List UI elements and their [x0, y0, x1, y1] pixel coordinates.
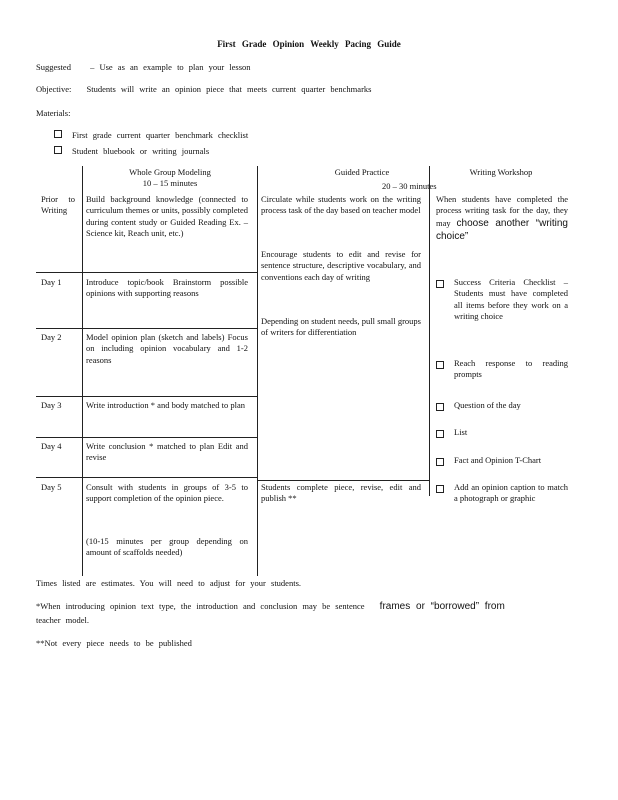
materials-item [54, 146, 209, 157]
checkbox-icon [436, 430, 444, 438]
day-text: Write introduction * and body matched to plan [86, 400, 245, 410]
checkbox-icon [436, 458, 444, 466]
row-label-day: Day 2 [41, 332, 62, 342]
header-time: 10 – 15 minutes [142, 178, 198, 189]
workshop-intro [436, 194, 568, 244]
workshop-item [436, 455, 568, 466]
header-whole-group [84, 167, 256, 190]
header-text: Whole Group Modeling [129, 167, 211, 177]
checkbox-icon [436, 403, 444, 411]
day-text: Write conclusion * matched to plan Edit and revise [86, 441, 248, 463]
checkbox-icon [436, 280, 444, 288]
footer-note-1-text: *When introducing opinion text type, the introduction and conclusion may be sentence [36, 601, 365, 611]
workshop-intro-text: When students have completed the process writing task for the day, they may [436, 194, 568, 228]
row-label-day: Day 5 [41, 482, 62, 492]
suggested-label: Suggested [36, 62, 71, 72]
guided-day5-text: Students complete piece, revise, edit and publish ** [261, 482, 421, 504]
workshop-item-text: Reach response to reading prompts [454, 358, 568, 380]
suggested-text: – Use as an example to plan your lesson [90, 62, 251, 72]
checkbox-icon [436, 485, 444, 493]
row-label-prior: Prior to Writing [41, 194, 75, 216]
row-divider [257, 480, 429, 481]
row-divider [36, 437, 258, 438]
footer-note-2: **Not every piece needs to be published [36, 638, 192, 648]
header-guided: Guided Practice [334, 167, 390, 177]
guided-text: Circulate while students work on the writing process task of the day based on teacher model [261, 194, 421, 216]
footer-note-1-cont: teacher model. [36, 615, 90, 625]
header-workshop: Writing Workshop [469, 167, 533, 177]
workshop-item-text: Success Criteria Checklist – Students must have completed all items before they work on a writing choice [454, 277, 568, 322]
workshop-item-text: Question of the day [454, 400, 521, 410]
objective-label: Objective: [36, 84, 72, 94]
checkbox-icon [54, 146, 62, 154]
workshop-item [436, 400, 568, 411]
footer-note-1-emphasis: frames or “borrowed” from [379, 601, 505, 612]
materials-item-text: Student bluebook or writing journals [72, 146, 210, 156]
table-divider [257, 166, 258, 576]
workshop-item [436, 482, 568, 505]
workshop-item-text: Add an opinion caption to match a photograph or graphic [454, 482, 568, 504]
day-text: Introduce topic/book Brainstorm possible opinions with supporting reasons [86, 277, 248, 299]
page-title: First Grade Opinion Weekly Pacing Guide [217, 39, 401, 49]
guided-text: Encourage students to edit and revise for sentence structure, descriptive vocabulary, and conventions each day of writing [261, 249, 421, 282]
row-divider [36, 328, 258, 329]
guided-text: Depending on student needs, pull small groups of writers for differentiation [261, 316, 421, 338]
footer-times: Times listed are estimates. You will need to adjust for your students. [36, 578, 302, 588]
header-guided-time: 20 – 30 minutes [382, 181, 437, 191]
checkbox-icon [436, 361, 444, 369]
day-text: Model opinion plan (sketch and labels) Focus on including opinion vocabulary and 1-2 reasons [86, 332, 248, 365]
workshop-intro-emphasis: choose another “writing choice” [436, 217, 568, 243]
checkbox-icon [54, 130, 62, 138]
row-label-day: Day 4 [41, 441, 62, 451]
workshop-item-text: List [454, 427, 468, 437]
day-note: (10-15 minutes per group depending on amount of scaffolds needed) [86, 536, 248, 558]
prior-text: Build background knowledge (connected to curriculum themes or units, possibly completed during content study or Guided Reading Ex. – Science kit, Reach unit, etc.) [86, 194, 248, 239]
row-divider [36, 396, 258, 397]
workshop-item [436, 427, 568, 438]
materials-item-text: First grade current quarter benchmark checklist [72, 130, 249, 140]
objective-line [36, 84, 371, 95]
table-divider [82, 166, 83, 576]
day-text: Consult with students in groups of 3-5 to support completion of the opinion piece. [86, 482, 248, 504]
row-label-day: Day 3 [41, 400, 62, 410]
objective-text: Students will write an opinion piece that meets current quarter benchmarks [86, 84, 372, 94]
materials-item [54, 130, 248, 141]
workshop-item [436, 358, 568, 381]
suggested-line [36, 62, 251, 73]
workshop-item-text: Fact and Opinion T-Chart [454, 455, 542, 465]
row-divider [36, 477, 258, 478]
workshop-item [436, 277, 568, 323]
row-divider [36, 272, 258, 273]
table-divider [429, 166, 430, 496]
footer-note-1 [36, 600, 505, 614]
materials-label: Materials: [36, 108, 71, 118]
row-label-day: Day 1 [41, 277, 62, 287]
